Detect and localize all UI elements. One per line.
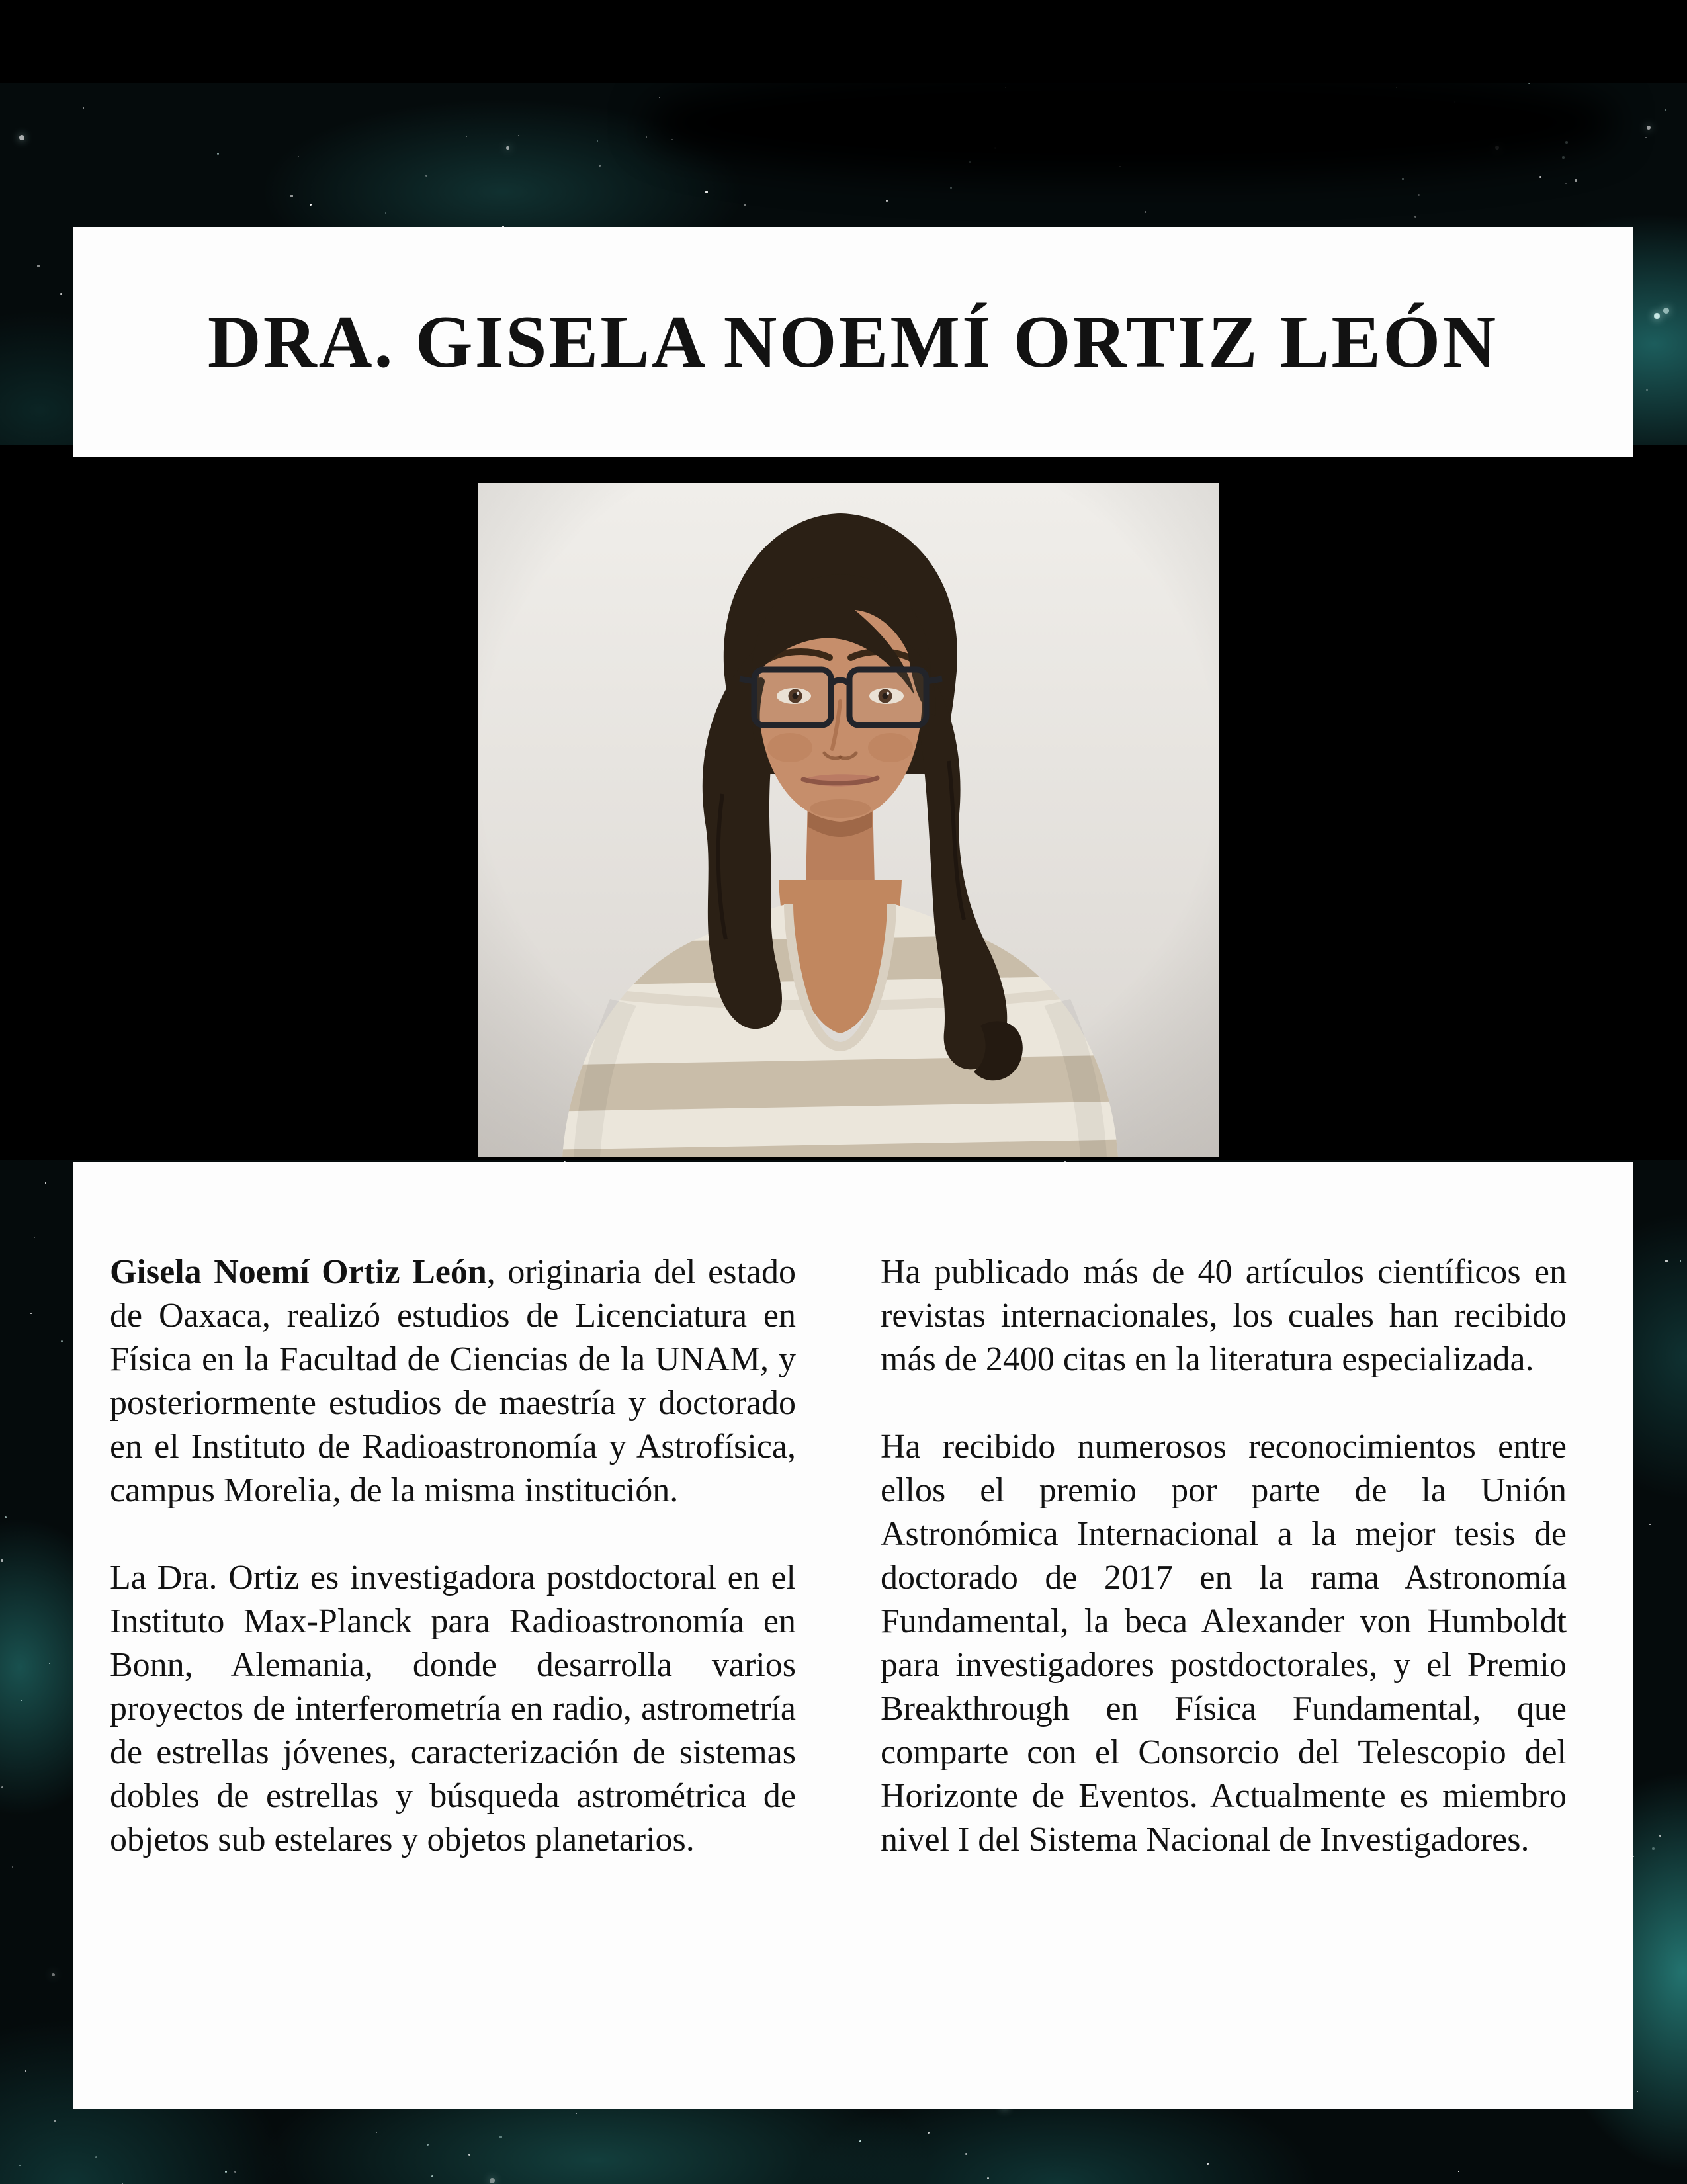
bio-lead-name: Gisela Noemí Ortiz León — [110, 1253, 487, 1291]
star-band-dark-patch — [648, 66, 1614, 179]
bio-card — [73, 1162, 1633, 2109]
bio-columns — [110, 1250, 1567, 1862]
bio-paragraph — [110, 1250, 796, 1512]
bio-paragraph: Ha recibido numerosos reconocimientos entre ellos el premio por parte de la Unión Astronómica Internacional a la mejor tesis de doctorado de 2017 en la rama Astronomía Fundamental, la beca Alexander von Humboldt para investigadores postdoctorales, y el Premio Breakthrough en Física Fundamental, que comparte con el Consorcio del Telescopio del Horizonte de Eventos. Actualmente es miembro nivel I del Sistema Nacional de Investigadores. — [881, 1428, 1567, 1858]
top-black-bar — [0, 0, 1687, 83]
bio-paragraph: La Dra. Ortiz es investigadora postdoctoral en el Instituto Max-Planck para Radioastronomía en Bonn, Alemania, donde desarrolla varios proyectos de interferometría en radio, astrometría de estrellas jóvenes, caracterización de sistemas dobles de estrellas y búsqueda astrométrica de objetos sub estelares y objetos planetarios. — [110, 1559, 796, 1858]
portrait-photo — [478, 483, 1219, 1157]
bio-paragraph-text: , originaria del estado de Oaxaca, realizó estudios de Licenciatura en Física en la Facultad de Ciencias de la UNAM, y posteriormente estudios de maestría y doctorado en el Instituto de Radioastronomía y Astrofísica, campus Morelia, de la misma institución. — [110, 1253, 796, 1509]
page-title: DRA. GISELA NOEMÍ ORTIZ LEÓN — [207, 300, 1498, 383]
portrait-illustration — [478, 483, 1219, 1157]
bio-paragraph: Ha publicado más de 40 artículos científicos en revistas internacionales, los cuales han recibido más de 2400 citas en la literatura especializada. — [881, 1253, 1567, 1378]
title-card — [73, 227, 1633, 457]
bio-column-left — [110, 1250, 796, 1862]
bio-column-right — [881, 1250, 1567, 1862]
photo-section — [0, 445, 1687, 1160]
